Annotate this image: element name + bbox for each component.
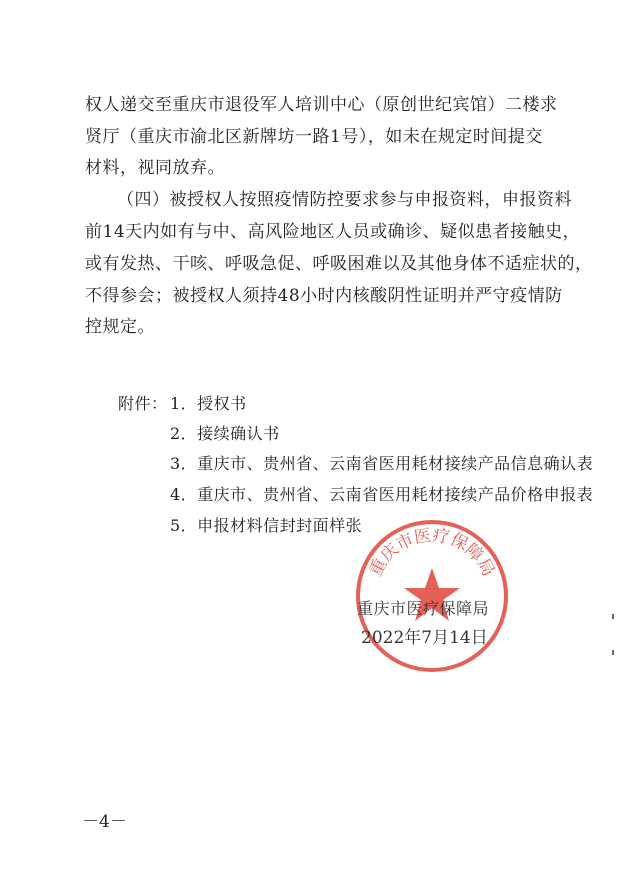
scan-mark xyxy=(612,650,614,655)
attachment-item-4: 4．重庆市、贵州省、云南省医用耗材接续产品价格申报表 xyxy=(170,485,594,504)
body-line-2: 贤厅（重庆市渝北区新牌坊一路1号），如未在规定时间提交 xyxy=(85,127,543,147)
attachment-item-3: 3．重庆市、贵州省、云南省医用耗材接续产品信息确认表 xyxy=(170,454,594,473)
page-number: －4－ xyxy=(82,812,127,832)
attachment-item-5: 5．申报材料信封封面样张 xyxy=(170,516,363,535)
body-line-5: 前14天内如有与中、高风险地区人员或确诊、疑似患者接触史， xyxy=(85,222,581,242)
signature-date: 2022年7月14日 xyxy=(361,628,488,648)
body-line-3: 材料，视同放弃。 xyxy=(85,158,225,178)
signature-org: 重庆市医疗保障局 xyxy=(357,599,490,618)
scan-mark xyxy=(612,614,614,619)
attachment-item-1: 1．授权书 xyxy=(170,394,247,413)
body-line-7: 不得参会；被授权人须持48小时内核酸阴性证明并严守疫情防 xyxy=(85,286,563,306)
attachment-item-2: 2．接续确认书 xyxy=(170,424,280,443)
seal-arc-text: 重庆市医疗保障局 xyxy=(365,525,499,580)
body-line-1: 权人递交至重庆市退役军人培训中心（原创世纪宾馆）二楼求 xyxy=(85,95,558,115)
body-line-4: （四）被授权人按照疫情防控要求参与申报资料，申报资料 xyxy=(117,190,572,210)
body-line-6: 或有发热、干咳、呼吸急促、呼吸困难以及其他身体不适症状的， xyxy=(85,254,593,274)
body-line-8: 控规定。 xyxy=(85,317,155,337)
attachments-label: 附件： xyxy=(118,394,168,413)
official-seal xyxy=(354,518,510,674)
